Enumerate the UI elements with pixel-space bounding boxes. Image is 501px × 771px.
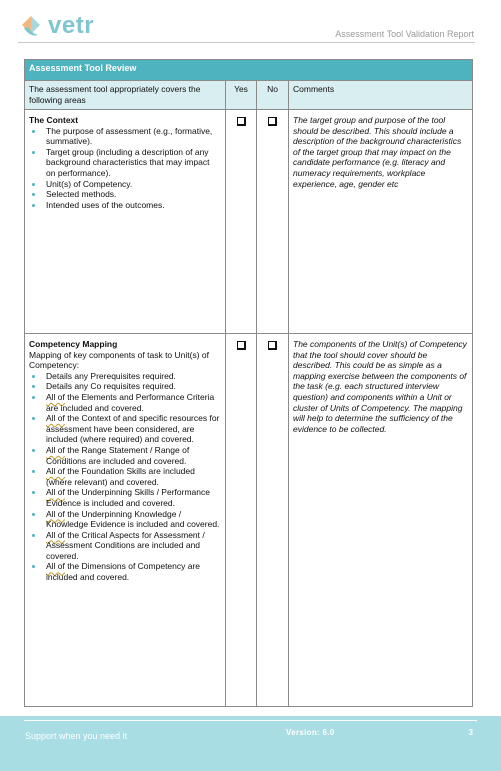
- logo-text: vetr: [48, 12, 95, 39]
- context-criteria-cell: [25, 110, 226, 334]
- context-no-cell: [257, 110, 289, 334]
- mapping-title: Competency Mapping: [29, 339, 118, 349]
- document-title: Assessment Tool Validation Report: [335, 29, 474, 39]
- no-header: No: [257, 81, 289, 110]
- item-lead: All of: [46, 466, 65, 477]
- context-comment: The target group and purpose of the tool should be described. This should include a description of the background characteristics of the target group that may impact on the candidate performance (e.g. literacy and numeracy requirements, workplace experience, age, gender etc: [293, 115, 462, 189]
- list-item: Selected methods.: [29, 189, 221, 200]
- item-text: the Critical Aspects for Assessment / Assessment Conditions are included and covered.: [46, 529, 205, 561]
- list-item: [29, 381, 221, 392]
- footer-version: Version: 6.0: [286, 728, 335, 737]
- table-title-row: [25, 60, 473, 81]
- item-lead: All of: [46, 487, 65, 498]
- footer-tagline: Support when you need it: [25, 731, 128, 741]
- mapping-yes-cell: [226, 334, 257, 707]
- criteria-header: The assessment tool appropriately covers the following areas: [25, 81, 226, 110]
- item-text: Details any Prerequisites required.: [46, 370, 176, 381]
- footer-divider: [24, 720, 477, 721]
- vetr-leaf-logo-icon: [18, 13, 44, 39]
- mapping-criteria-cell: [25, 334, 226, 707]
- list-item: [29, 445, 221, 466]
- comments-header: Comments: [289, 81, 473, 110]
- context-title: The Context: [29, 115, 79, 125]
- context-list: [29, 126, 221, 211]
- mapping-no-checkbox[interactable]: [268, 341, 277, 350]
- item-text: the Underpinning Skills / Performance Evidence is included and covered.: [46, 487, 210, 508]
- mapping-no-cell: [257, 334, 289, 707]
- yes-header: Yes: [226, 81, 257, 110]
- context-yes-cell: [226, 110, 257, 334]
- page-footer: [0, 716, 501, 771]
- item-lead: All of: [46, 561, 65, 572]
- list-item: The purpose of assessment (e.g., formative, summative).: [29, 126, 221, 147]
- item-lead: All of: [46, 413, 65, 424]
- item-lead: All of: [46, 508, 65, 519]
- item-lead: All of: [46, 529, 65, 540]
- list-item: [29, 530, 221, 562]
- list-item: Unit(s) of Competency.: [29, 179, 221, 190]
- list-item: Intended uses of the outcomes.: [29, 200, 221, 211]
- item-text: the Underpinning Knowledge / Knowledge Evidence is included and covered.: [46, 508, 220, 530]
- table-row-mapping: [25, 334, 473, 707]
- item-lead: All of: [46, 444, 65, 455]
- table-row-context: [25, 110, 473, 334]
- mapping-yes-checkbox[interactable]: [237, 341, 246, 350]
- list-item: [29, 509, 221, 530]
- vetr-logo: [18, 12, 94, 40]
- page-number: 3: [468, 728, 473, 737]
- item-lead: All of: [46, 391, 65, 402]
- mapping-comment: The components of the Unit(s) of Competency that the tool should cover should be described. This could be as simple as a mapping exercise between the components of the task (e.g. each structured interview question) and components within a Unit or cluster of Units of Competency. The mapping will help to determine the sufficiency of the evidence to be collected.: [293, 339, 467, 434]
- item-text: the Dimensions of Competency are included and covered.: [46, 561, 201, 583]
- item-text: the Foundation Skills are included (where relevant) and covered.: [46, 466, 195, 487]
- list-item: Target group (including a description of any background characteristics that may impact on performance).: [29, 147, 221, 179]
- header-divider: [18, 42, 475, 43]
- list-item: [29, 487, 221, 508]
- table-title: Assessment Tool Review: [25, 60, 473, 81]
- table-header-row: [25, 81, 473, 110]
- context-comment-cell: [289, 110, 473, 334]
- item-text: the Elements and Performance Criteria are included and covered.: [46, 391, 215, 413]
- mapping-list: [29, 371, 221, 583]
- mapping-comment-cell: [289, 334, 473, 707]
- item-text: the Context of and specific resources for assessment have been considered, are included (where required) and covered.: [46, 413, 220, 445]
- context-no-checkbox[interactable]: [268, 117, 277, 126]
- list-item: [29, 466, 221, 487]
- list-item: [29, 561, 221, 582]
- assessment-review-table: [24, 59, 473, 707]
- context-yes-checkbox[interactable]: [237, 117, 246, 126]
- list-item: [29, 371, 221, 382]
- mapping-intro: Mapping of key components of task to Unit(s) of Competency:: [29, 349, 210, 371]
- list-item: [29, 392, 221, 413]
- list-item: [29, 413, 221, 445]
- page-header: [0, 0, 501, 46]
- item-text: Details any Co requisites required.: [46, 381, 176, 392]
- item-text: the Range Statement / Range of Conditions are included and covered.: [46, 444, 190, 466]
